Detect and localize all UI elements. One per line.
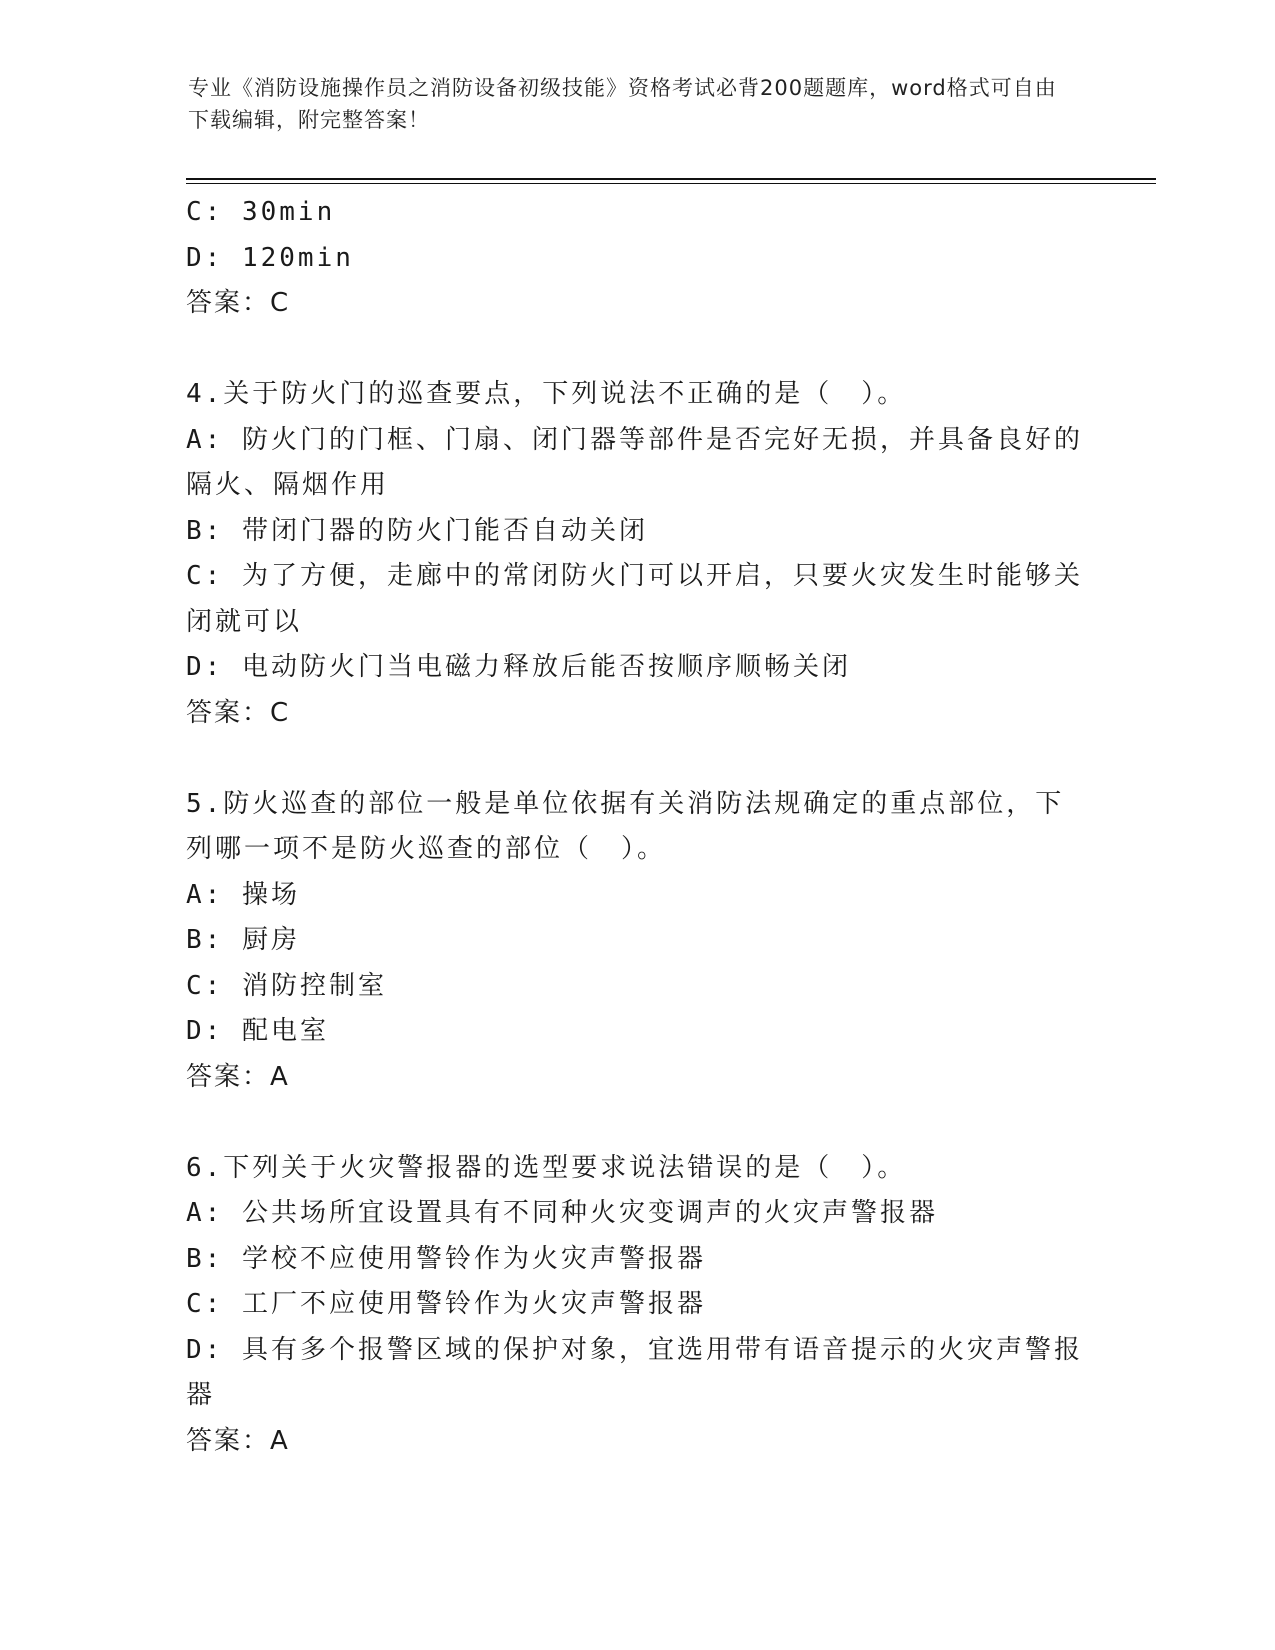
- answer-label: 答案：C: [186, 288, 291, 318]
- option-d: D: 配电室: [186, 1016, 329, 1046]
- question-3-fragment: [186, 190, 1086, 327]
- option-d: D: 120min: [186, 242, 354, 273]
- option-c: C: 消防控制室: [186, 970, 387, 1001]
- option-c: C: 30min: [186, 197, 336, 227]
- option-c: C: 为了方便，走廊中的常闭防火门可以开启，只要火灾发生时能够关闭就可以: [186, 561, 1083, 637]
- option-b: B: 带闭门器的防火门能否自动关闭: [186, 515, 648, 546]
- document-header: 专业《消防设施操作员之消防设备初级技能》资格考试必背200题题库，word格式可自由下载编辑，附完整答案！: [188, 76, 1057, 132]
- option-d: D: 具有多个报警区域的保护对象，宜选用带有语音提示的火灾声警报器: [186, 1334, 1083, 1410]
- header-divider-thin: [186, 183, 1156, 184]
- option-c: C: 工厂不应使用警铃作为火灾声警报器: [186, 1289, 706, 1319]
- option-a: A: 操场: [186, 879, 300, 910]
- option-d: D: 电动防火门当电磁力释放后能否按顺序顺畅关闭: [186, 652, 851, 682]
- question-content: [186, 190, 1086, 1464]
- header-divider-thick: [186, 178, 1156, 180]
- option-a: A: 公共场所宜设置具有不同种火灾变调声的火灾声警报器: [186, 1198, 938, 1228]
- question-stem: 6.下列关于火灾警报器的选型要求说法错误的是（ ）。: [186, 1152, 907, 1183]
- option-b: B: 厨房: [186, 925, 300, 955]
- spacer: [186, 1100, 1086, 1146]
- answer-label: 答案：A: [186, 1061, 290, 1092]
- option-a: A: 防火门的门框、门扇、闭门器等部件是否完好无损，并具备良好的隔火、隔烟作用: [186, 424, 1083, 500]
- spacer: [186, 327, 1086, 373]
- answer-label: 答案：A: [186, 1425, 290, 1456]
- question-6: [186, 1146, 1086, 1465]
- question-stem: 5.防火巡查的部位一般是单位依据有关消防法规确定的重点部位，下列哪一项不是防火巡查的部位（ ）。: [186, 788, 1065, 864]
- option-b: B: 学校不应使用警铃作为火灾声警报器: [186, 1243, 706, 1274]
- question-5: [186, 782, 1086, 1101]
- question-stem: 4.关于防火门的巡查要点，下列说法不正确的是（ ）。: [186, 379, 907, 409]
- question-4: [186, 372, 1086, 736]
- answer-label: 答案：C: [186, 697, 291, 728]
- spacer: [186, 736, 1086, 782]
